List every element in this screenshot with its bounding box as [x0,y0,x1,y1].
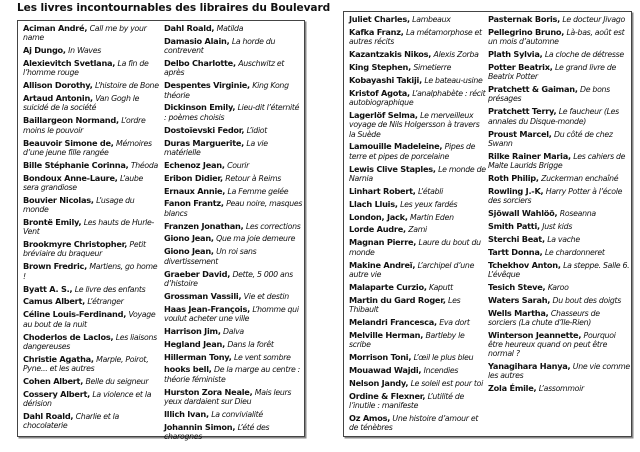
book-entry [488,174,630,183]
book-title: Retour à Reims [225,173,281,183]
author-name: Tesich Steve, [488,281,546,292]
author-name: Echenoz Jean, [164,159,225,170]
author-name: Tchekhov Anton, [488,259,561,270]
author-name: hooks bell, [164,364,212,375]
book-title: Théoda [130,160,159,170]
book-entry [23,262,160,281]
book-title: Harry Potter à l’école des sorciers [488,186,623,206]
book-title: Vie et destin [243,291,289,301]
author-name: Zola Émile, [488,383,537,394]
book-entry [488,384,630,393]
book-title: Pipes de terre et pipes de porcelaine [349,142,476,161]
author-name: Ernaux Annie, [164,185,226,196]
book-entry [23,285,160,294]
author-name: Melandri Francesca, [349,316,437,327]
left-column-1 [23,24,160,434]
book-entry [488,296,630,305]
book-entry [23,139,160,158]
book-entry [349,63,486,72]
author-name: Lorde Audre, [349,224,406,235]
book-title: De la marge au centre : théorie féministe [164,365,300,384]
book-title: Le merveilleux voyage de Nils Holgersson à travers la Suède [349,110,480,139]
book-title: Karoo [547,282,569,292]
author-name: Rilke Rainer Maria, [488,150,571,161]
book-entry [349,283,486,292]
book-entry [488,63,630,82]
author-name: Camus Albert, [23,296,85,307]
book-title: La steppe. Salle 6. L’évêque [488,260,630,279]
author-name: Christie Agatha, [23,353,94,364]
book-title: Le chardonneret [544,247,605,257]
author-name: Lagerlöf Selma, [349,109,418,120]
book-title: Les corrections [245,221,301,231]
author-name: Martin du Gard Roger, [349,294,446,305]
book-entry [488,222,630,231]
author-name: Oz Amos, [349,412,391,423]
author-name: Roth Philip, [488,172,539,183]
book-title: Zami [408,225,427,235]
book-title: La cloche de détresse [544,50,624,60]
author-name: Bondoux Anne-Laure, [23,172,118,183]
book-title: Le docteur Jivago [562,15,625,24]
book-title: La fin de l’homme rouge [23,59,149,78]
book-title: L’utilité de l’inutile : manifeste [349,391,464,410]
book-entry [23,46,160,55]
author-name: Plath Sylvia, [488,49,543,60]
book-entry [23,390,160,409]
book-entry [23,218,160,237]
book-entry [488,187,630,206]
book-entry [164,103,303,122]
book-title: La Femme gelée [227,186,289,196]
book-title: Peau noire, masques blancs [164,199,303,218]
book-title: Le monde de Narnia [349,164,486,183]
book-entry [488,362,630,381]
author-name: Kobayashi Takiji, [349,74,422,85]
book-title: L’analphabète : récit autobiographique [349,88,486,108]
book-title: Du bout des doigts [552,295,621,305]
book-title: La violence et la dérision [23,389,152,409]
book-entry [349,331,486,350]
author-name: Byatt A. S., [23,283,73,294]
author-name: Bille Stéphanie Corinna, [23,159,129,170]
author-name: Ordine & Flexner, [349,390,426,401]
book-entry [349,213,486,222]
author-name: Dahl Roald, [164,23,215,33]
author-name: Choderlos de Laclos, [23,331,114,342]
book-entry [164,388,303,407]
book-entry [164,270,303,289]
book-title: Un roi sans divertissement [164,247,257,266]
book-entry [349,238,486,257]
book-title: Marple, Poirot, Pyne... et les autres [23,354,149,373]
author-name: Lamouille Madeleine, [349,141,443,152]
author-name: Smith Patti, [488,220,540,231]
author-name: Sterchi Beat, [488,233,545,244]
book-entry [164,139,303,158]
author-name: Illich Ivan, [164,408,209,419]
right-column-1 [349,15,486,436]
author-name: Harrison Jim, [164,325,221,336]
author-name: Johannin Simon, [164,421,236,432]
author-name: Hurston Zora Neale, [164,386,253,397]
author-name: Cossery Albert, [23,388,91,399]
book-title: Petit bréviaire du braqueur [23,240,146,259]
author-name: Hegland Jean, [164,338,225,349]
author-name: Yanagihara Hanya, [488,361,571,372]
book-title: Zuckerman enchaîné [541,173,619,183]
book-entry [164,126,303,135]
book-entry [349,414,486,433]
book-title: Une histoire d’amour et de ténèbres [349,413,479,433]
book-title: Le soleil est pour toi [410,378,483,388]
author-name: Damasio Alain, [164,35,230,46]
author-name: Winterson Jeannette, [488,329,582,340]
book-entry [23,297,160,306]
author-name: Nelson Jandy, [349,377,409,388]
author-name: Llach Lluis, [349,198,398,209]
book-entry [23,59,160,78]
book-title: L’ordre moins le pouvoir [23,116,146,135]
book-entry [164,292,303,301]
author-name: Kristof Agota, [349,87,410,98]
author-name: Artaud Antonin, [23,93,93,104]
book-entry [488,107,630,126]
book-entry [164,423,303,442]
book-title: Les yeux fardés [400,199,458,209]
book-title: L’usage du monde [23,195,135,215]
book-entry [488,85,630,104]
book-entry [164,187,303,196]
author-name: Bouvier Nicolas, [23,194,94,205]
book-title: L’œil le plus bleu [413,352,474,362]
book-entry [488,309,630,328]
left-page-list-box [17,20,305,442]
book-entry [349,15,486,24]
book-entry [164,161,303,170]
book-entry [488,130,630,149]
book-title: Alexis Zorba [433,50,479,60]
book-entry [488,283,630,292]
book-title: Just kids [542,221,573,231]
book-title: Lambeaux [412,15,451,24]
author-name: Juliet Charles, [349,14,410,24]
book-title: Les liaisons dangereuses [23,332,157,351]
book-title: Belle du seigneur [85,376,149,386]
author-name: Wells Martha, [488,307,549,318]
book-entry [23,240,160,259]
book-title: Le bateau-usine [424,75,483,85]
book-title: Que ma joie demeure [216,234,296,244]
author-name: London, Jack, [349,211,408,222]
author-name: Morrison Toni, [349,351,412,362]
author-name: Céline Louis-Ferdinand, [23,309,127,320]
book-entry [349,225,486,234]
author-name: Haas Jean-François, [164,303,250,314]
author-name: Giono Jean, [164,233,214,244]
author-name: Allison Dorothy, [23,80,93,91]
book-entry [488,331,630,359]
author-name: Grossman Vassili, [164,290,242,301]
author-name: Dostoïevski Fedor, [164,124,245,135]
book-entry [488,28,630,47]
book-entry [349,392,486,411]
author-name: Delbo Charlotte, [164,58,236,69]
book-entry [23,196,160,215]
author-name: Kazantzakis Nikos, [349,49,432,60]
book-entry [23,116,160,135]
book-title: L’histoire de Bone [94,81,159,91]
book-entry [488,261,630,280]
author-name: Brown Fredric, [23,261,87,272]
book-title: L’archipel d’une autre vie [349,260,475,279]
author-name: Pratchett Terry, [488,106,557,117]
book-title: L’idiot [246,125,268,135]
book-title: Kaputt [429,282,453,292]
author-name: Hillerman Tony, [164,351,232,362]
book-title: Les Thibault [349,295,461,314]
book-entry [349,200,486,209]
book-entry [349,28,486,47]
book-entry [488,50,630,59]
book-entry [349,165,486,184]
book-entry [349,353,486,362]
book-entry [488,209,630,218]
book-title: Chasseurs de sorciers (La chute d’Ile-Rien) [488,308,600,327]
book-entry [164,365,303,384]
book-title: Bartleby le scribe [349,330,465,349]
author-name: Baillargeon Normand, [23,115,119,126]
book-entry [164,81,303,100]
book-title: L’été des charognes [164,422,270,442]
book-entry [164,340,303,349]
book-title: Eva dort [439,317,470,327]
book-entry [349,187,486,196]
book-entry [488,248,630,257]
book-entry [164,327,303,336]
author-name: Kafka Franz, [349,26,404,37]
book-title: Call me by your name [23,24,147,43]
author-name: Magnan Pierre, [349,237,417,248]
book-title: La convivialité [211,409,263,419]
right-page-list-box [343,11,632,437]
book-title: Mais leurs yeux dardaient sur Dieu [164,387,292,406]
book-entry [23,161,160,170]
book-entry [23,377,160,386]
book-title: Van Gogh le suicidé de la société [23,94,140,113]
book-title: Matilda [216,24,244,33]
book-title: Le grand livre de Beatrix Potter [488,62,616,82]
author-name: Franzen Jonathan, [164,220,244,231]
author-name: Cohen Albert, [23,375,84,386]
book-entry [349,379,486,388]
book-title: Les hauts de Hurle-Vent [23,217,154,237]
book-entry [23,333,160,352]
author-name: Alexievitch Svetlana, [23,58,116,69]
author-name: Eribon Didier, [164,172,223,183]
book-title: Pourquoi être heureux quand on peut être normal ? [488,330,616,359]
author-name: Melville Herman, [349,329,424,340]
book-entry [164,353,303,362]
author-name: Dahl Roald, [23,410,74,421]
book-entry [349,296,486,315]
book-entry [23,94,160,113]
book-title: Là-bas, août est un mois d’automne [488,27,625,47]
author-name: Brookmyre Christopher, [23,239,128,250]
book-title: King Kong théorie [164,81,289,100]
book-title: In Waves [68,46,102,56]
book-entry [349,366,486,375]
book-title: Courir [227,160,250,170]
book-title: L’établi [418,186,443,196]
book-title: Le livre des enfants [74,284,146,294]
author-name: Sjöwall Wahlöö, [488,207,558,218]
book-title: Le faucheur (Les annales du Disque-monde) [488,107,619,126]
book-entry [349,50,486,59]
book-title: Mémoires d’une jeune fille rangée [23,138,152,157]
author-name: Linhart Robert, [349,185,416,196]
book-title: L’étranger [87,297,124,307]
book-title: L’homme qui voulut acheter une ville [164,304,299,323]
book-entry [164,410,303,419]
author-name: Pasternak Boris, [488,14,561,24]
book-title: La vie matérielle [164,138,268,157]
author-name: Potter Beatrix, [488,61,553,72]
author-name: Pellegrino Bruno, [488,26,565,37]
book-entry [349,318,486,327]
book-title: Dans la forêt [227,339,274,349]
author-name: Malaparte Curzio, [349,281,427,292]
book-title: Lieu-dit l’éternité : poèmes choisis [164,103,300,122]
book-title: La métamorphose et autres récits [349,27,482,47]
book-entry [164,234,303,243]
book-entry [23,174,160,193]
book-entry [164,199,303,218]
right-column-2 [488,15,630,397]
book-title: Laure du bout du monde [349,238,481,257]
author-name: Despentes Virginie, [164,80,250,91]
book-entry [349,111,486,139]
left-column-2 [164,24,303,445]
book-entry [23,355,160,374]
author-name: Brontë Emily, [23,216,82,227]
book-entry [349,89,486,108]
author-name: Graeber David, [164,268,231,279]
book-entry [23,412,160,431]
book-title: Les cahiers de Malte Laurids Brigge [488,151,626,171]
book-entry [23,310,160,329]
book-title: Voyage au bout de la nuit [23,310,156,329]
author-name: King Stephen, [349,61,411,72]
book-title: Le vent sombre [233,352,291,362]
author-name: Mouawad Wajdi, [349,364,422,375]
author-name: Waters Sarah, [488,294,551,305]
author-name: Lewis Clive Staples, [349,163,436,174]
book-entry [488,152,630,171]
author-name: Pratchett & Gaiman, [488,84,578,95]
book-title: Auschwitz et après [164,59,285,78]
author-name: Beauvoir Simone de, [23,137,114,148]
book-entry [164,174,303,183]
book-entry [164,305,303,324]
book-title: Du côté de chez Swann [488,129,613,148]
book-entry [349,142,486,161]
book-entry [23,81,160,90]
book-title: Charlie et la chocolaterie [23,411,120,431]
book-entry [23,24,160,43]
book-entry [164,247,303,266]
author-name: Proust Marcel, [488,128,552,139]
author-name: Duras Marguerite, [164,137,245,148]
book-entry [349,261,486,280]
author-name: Giono Jean, [164,246,214,257]
book-entry [349,76,486,85]
author-name: Dickinson Emily, [164,102,236,113]
book-entry [164,37,303,56]
author-name: Tartt Donna, [488,246,543,257]
author-name: Fanon Frantz, [164,198,224,209]
author-name: Aj Dungo, [23,45,66,56]
book-title: Incendies [423,365,459,375]
book-entry [164,24,303,33]
book-entry [488,235,630,244]
author-name: Rowling J.-K, [488,185,544,196]
page-title: Les livres incontournables des libraires du Boulevard [17,2,331,14]
book-title: La horde du contrevent [164,36,276,56]
book-entry [488,15,630,24]
book-title: L’assommoir [538,384,584,394]
book-title: Roseanna [559,208,596,218]
book-entry [164,59,303,78]
book-title: Martiens, go home ! [23,262,158,281]
book-title: L’aube sera grandiose [23,173,144,192]
book-title: Dalva [223,326,244,336]
author-name: Aciman André, [23,23,88,33]
book-title: La vache [547,234,580,244]
book-title: Une vie comme les autres [488,362,630,381]
book-title: De bons présages [488,85,610,104]
book-title: Martin Eden [410,212,454,222]
book-title: Simetierre [413,62,452,72]
book-title: Dette, 5 000 ans d’histoire [164,269,293,288]
book-entry [164,222,303,231]
author-name: Makine Andreï, [349,259,416,270]
